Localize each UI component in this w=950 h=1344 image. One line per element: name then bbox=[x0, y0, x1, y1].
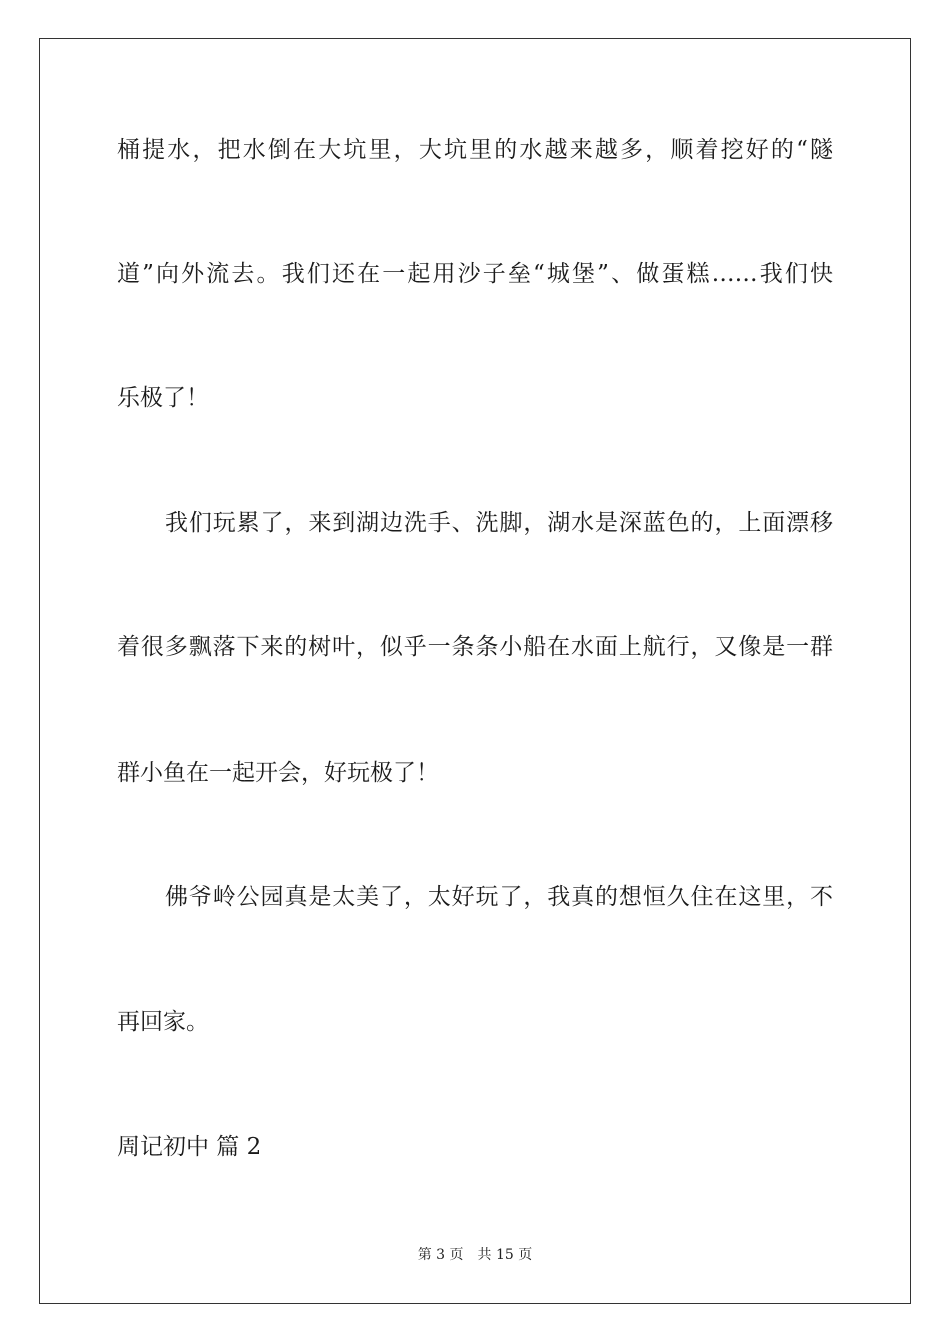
paragraph-line-1: 桶提水，把水倒在大坑里，大坑里的水越来越多，顺着挖好的“隧 bbox=[117, 137, 833, 163]
page-footer bbox=[0, 1245, 950, 1265]
page-number: 第 3 页 bbox=[417, 1247, 464, 1263]
page-total: 共 15 页 bbox=[477, 1247, 533, 1263]
paragraph-line-4: 我们玩累了，来到湖边洗手、洗脚，湖水是深蓝色的，上面漂移 bbox=[165, 510, 833, 536]
paragraph-line-7: 佛爷岭公园真是太美了，太好玩了，我真的想恒久住在这里，不 bbox=[165, 884, 833, 910]
paragraph-line-5: 着很多飘落下来的树叶，似乎一条条小船在水面上航行，又像是一群 bbox=[117, 634, 833, 660]
page-border bbox=[39, 38, 911, 1304]
paragraph-line-2: 道”向外流去。我们还在一起用沙子垒“城堡”、做蛋糕……我们快 bbox=[117, 261, 833, 287]
paragraph-line-8: 再回家。 bbox=[117, 1009, 209, 1035]
section-heading: 周记初中 篇 2 bbox=[117, 1134, 262, 1160]
paragraph-line-3: 乐极了！ bbox=[117, 385, 209, 411]
paragraph-line-6: 群小鱼在一起开会，好玩极了！ bbox=[117, 760, 439, 786]
